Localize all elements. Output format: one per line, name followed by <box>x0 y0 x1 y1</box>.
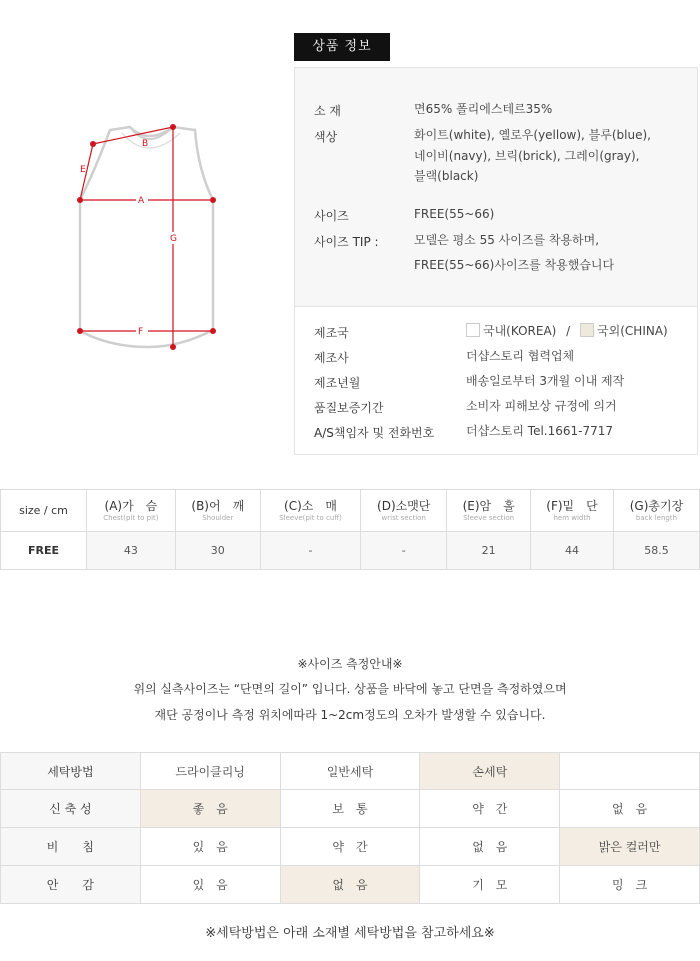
size-col-shoulder: (B)어 깨 Shoulder <box>175 490 260 532</box>
size-col-wrist: (D)소맷단 wrist section <box>361 490 447 532</box>
size-value: FREE(55~66) <box>414 207 495 221</box>
measure-label-f: F <box>138 327 144 337</box>
measure-label-b: B <box>142 139 149 149</box>
size-value-chest: 43 <box>87 532 176 570</box>
size-table-row <box>1 532 700 570</box>
care-lining-label: 안 감 <box>1 866 141 904</box>
measure-label-a: A <box>138 196 145 206</box>
size-col-sleeve: (C)소 매 Sleeve(pit to cuff) <box>260 490 361 532</box>
size-col-hem: (F)밑 단 hem width <box>531 490 614 532</box>
measure-point <box>210 328 216 334</box>
size-label: 사이즈 <box>314 209 349 223</box>
country-label: 제조국 <box>314 326 349 340</box>
size-row-label: FREE <box>1 532 87 570</box>
size-tip-line1: 모델은 평소 55 사이즈를 착용하며, <box>414 233 600 247</box>
section-title: 상품 정보 <box>294 33 390 61</box>
care-row-sheer <box>1 828 700 866</box>
material-value: 면65% 폴리에스테르35% <box>414 102 553 116</box>
care-row-wash <box>1 753 700 790</box>
color-label: 색상 <box>314 130 338 144</box>
size-table-corner: size / cm <box>1 490 87 532</box>
size-tip-line2: FREE(55~66)사이즈를 착용했습니다 <box>414 258 615 272</box>
care-sheer-yes: 있 음 <box>140 828 280 866</box>
country-separator: / <box>566 324 571 338</box>
care-wash-dry: 드라이클리닝 <box>140 753 280 790</box>
care-stretch-label: 신 축 성 <box>1 790 141 828</box>
measure-point <box>210 197 216 203</box>
country-value <box>466 321 668 341</box>
measure-point <box>77 328 83 334</box>
manufacturer-value: 더샵스토리 협력업체 <box>466 349 575 363</box>
care-lining-mink: 밍 크 <box>560 866 700 904</box>
color-value-line1: 화이트(white), 옐로우(yellow), 블루(blue), <box>414 128 651 142</box>
date-label: 제조년월 <box>314 376 361 390</box>
as-value: 더샵스토리 Tel.1661-7717 <box>466 424 614 438</box>
care-wash-empty <box>560 753 700 790</box>
care-sheer-label: 비 침 <box>1 828 141 866</box>
care-lining-fleece: 기 모 <box>420 866 560 904</box>
measure-label-g: G <box>170 234 177 244</box>
size-table <box>0 489 700 570</box>
size-tip-label: 사이즈 TIP : <box>314 235 379 249</box>
size-value-length: 58.5 <box>613 532 699 570</box>
notice-title: ※사이즈 측정안내※ <box>297 657 403 671</box>
care-lining-none: 없 음 <box>280 866 420 904</box>
care-row-lining <box>1 866 700 904</box>
care-wash-hand: 손세탁 <box>420 753 560 790</box>
manufacturer-label: 제조사 <box>314 351 349 365</box>
notice-line1: 위의 실측사이즈는 “단면의 길이” 입니다. 상품을 바닥에 놓고 단면을 측정하였으며 <box>133 682 567 696</box>
care-wash-label: 세탁방법 <box>1 753 141 790</box>
country-china: 국외(CHINA) <box>597 324 668 338</box>
china-checkbox <box>580 323 594 337</box>
care-stretch-normal: 보 통 <box>280 790 420 828</box>
size-table-header <box>1 490 700 532</box>
color-value-line2: 네이비(navy), 브릭(brick), 그레이(gray), <box>414 149 640 163</box>
as-label: A/S책임자 및 전화번호 <box>314 426 435 440</box>
size-col-length: (G)총기장 back length <box>613 490 699 532</box>
size-col-armhole: (E)암 홀 Sleeve section <box>447 490 531 532</box>
size-value-sleeve: - <box>260 532 361 570</box>
care-row-stretch <box>1 790 700 828</box>
measure-label-e: E <box>80 165 86 175</box>
garment-outline <box>80 127 213 347</box>
size-value-wrist: - <box>361 532 447 570</box>
measure-point <box>170 344 176 350</box>
care-stretch-slight: 약 간 <box>420 790 560 828</box>
country-korea: 국내(KOREA) <box>483 324 557 338</box>
care-table <box>0 752 700 904</box>
warranty-value: 소비자 피해보상 규정에 의거 <box>466 399 617 413</box>
color-value-line3: 블랙(black) <box>414 169 479 183</box>
care-wash-normal: 일반세탁 <box>280 753 420 790</box>
size-value-hem: 44 <box>531 532 614 570</box>
measure-point <box>77 197 83 203</box>
care-sheer-light-only: 밝은 컬러만 <box>560 828 700 866</box>
care-sheer-none: 없 음 <box>420 828 560 866</box>
garment-diagram <box>70 115 230 355</box>
date-value: 배송일로부터 3개월 이내 제작 <box>466 374 625 388</box>
care-lining-yes: 있 음 <box>140 866 280 904</box>
material-label: 소 재 <box>314 104 341 118</box>
size-value-armhole: 21 <box>447 532 531 570</box>
notice-line2: 재단 공정이나 측정 위치에따라 1~2cm정도의 오차가 발생할 수 있습니다. <box>154 708 546 722</box>
care-stretch-none: 없 음 <box>560 790 700 828</box>
warranty-label: 품질보증기간 <box>314 401 384 415</box>
care-footnote: ※세탁방법은 아래 소재별 세탁방법을 참고하세요※ <box>205 926 495 941</box>
care-stretch-good: 좋 음 <box>140 790 280 828</box>
size-value-shoulder: 30 <box>175 532 260 570</box>
size-col-chest: (A)가 슴 Chest(pit to pit) <box>87 490 176 532</box>
korea-checkbox <box>466 323 480 337</box>
care-sheer-slight: 약 간 <box>280 828 420 866</box>
